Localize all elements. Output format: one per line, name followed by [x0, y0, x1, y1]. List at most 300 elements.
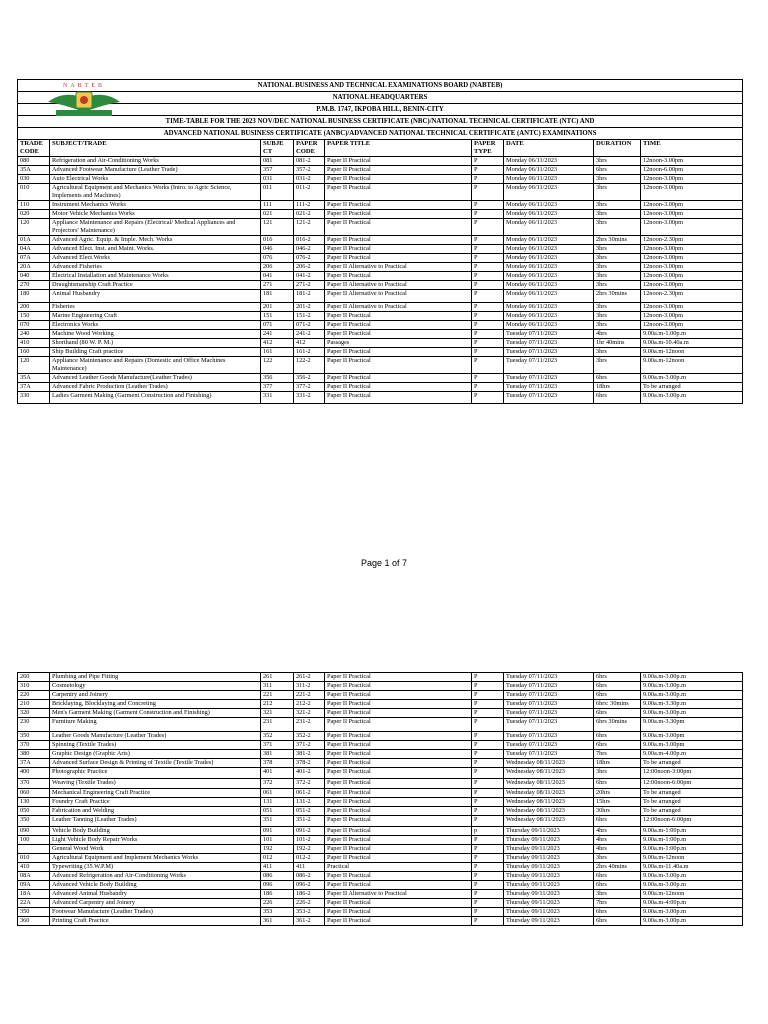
paper-type: P: [472, 816, 504, 827]
exam-time: To be arranged: [641, 798, 743, 807]
paper-code: 226-2: [294, 899, 325, 908]
paper-type: P: [472, 779, 504, 789]
subject-trade: Advanced Footwear Manufacture (Leather Trade): [50, 166, 261, 175]
subject-trade: Machine Wood Working: [50, 330, 261, 339]
exam-time: 9.00a.m-3.00p.m: [641, 682, 743, 691]
subject-trade: Vehicle Body Building: [50, 827, 261, 836]
duration: 3hrs: [594, 348, 641, 357]
paper-code: 021-2: [294, 210, 325, 219]
trade-code: 35A: [18, 166, 50, 175]
subject-trade: General Wood Work: [50, 845, 261, 854]
paper-title: Paper II Practical: [325, 836, 472, 845]
exam-date: Monday 06/11/2023: [504, 312, 594, 321]
trade-code: 030: [18, 175, 50, 184]
trade-code: 210: [18, 700, 50, 709]
paper-title: Paper II Practical: [325, 184, 472, 201]
exam-date: Monday 06/11/2023: [504, 303, 594, 312]
duration: 6hrs: [594, 709, 641, 718]
paper-code: 411: [294, 863, 325, 872]
exam-time: 9.00a.m-3.00p.m: [641, 872, 743, 881]
exam-date: Monday 06/11/2023: [504, 321, 594, 330]
paper-code: 111-2: [294, 201, 325, 210]
subject-code: 071: [261, 321, 294, 330]
table-row: [18, 732, 743, 741]
subject-trade: Motor Vehicle Mechanics Works: [50, 210, 261, 219]
exam-date: Thursday 09/11/2023: [504, 836, 594, 845]
exam-date: Tuesday 07/11/2023: [504, 718, 594, 732]
paper-title: Paper II Practical: [325, 392, 472, 404]
table-row: [18, 312, 743, 321]
exam-time: 12noon-3.00pm: [641, 157, 743, 166]
paper-title: Paper II Practical: [325, 845, 472, 854]
table-row: [18, 836, 743, 845]
subject-code: 206: [261, 263, 294, 272]
paper-code: 412: [294, 339, 325, 348]
paper-code: 231-2: [294, 718, 325, 732]
table-row: [18, 263, 743, 272]
exam-time: 12noon-3.00pm: [641, 245, 743, 254]
paper-title: Paper II Practical: [325, 908, 472, 917]
exam-time: 9.00a.m-3.00p.m: [641, 917, 743, 926]
exam-time: 9.00a.m-3.00p.m: [641, 673, 743, 682]
subject-trade: Weaving (Textile Trades): [50, 779, 261, 789]
exam-time: To be arranged: [641, 807, 743, 816]
table-row: [18, 673, 743, 682]
paper-title: Paper II Practical: [325, 374, 472, 383]
table-row: [18, 303, 743, 312]
exam-time: 9.00a.m-3.30pm: [641, 718, 743, 732]
table-row: [18, 890, 743, 899]
duration: 6hrs: [594, 691, 641, 700]
trade-code: 01A: [18, 236, 50, 245]
subject-code: 181: [261, 290, 294, 303]
exam-date: Thursday 09/11/2023: [504, 845, 594, 854]
subject-code: 381: [261, 750, 294, 759]
subject-code: 226: [261, 899, 294, 908]
trade-code: 410: [18, 339, 50, 348]
subject-code: 122: [261, 357, 294, 374]
table-row: [18, 807, 743, 816]
exam-date: Thursday 09/11/2023: [504, 890, 594, 899]
exam-time: 9.00a.m-10.40a.m: [641, 339, 743, 348]
paper-code: 016-2: [294, 236, 325, 245]
subject-trade: Advanced Agric. Equip. & Imple. Mech. Works: [50, 236, 261, 245]
exam-time: 9.00a.m-3.00pm: [641, 741, 743, 750]
exam-time: To be arranged: [641, 759, 743, 768]
duration: 3hrs: [594, 263, 641, 272]
trade-code: 120: [18, 357, 50, 374]
paper-title: Paper II Alternative to Practical: [325, 263, 472, 272]
paper-title: Paper II Practical: [325, 210, 472, 219]
duration: 3hrs: [594, 157, 641, 166]
exam-date: Monday 06/11/2023: [504, 184, 594, 201]
paper-type: P: [472, 254, 504, 263]
subject-trade: Furniture Making: [50, 718, 261, 732]
paper-title: Paper II Practical: [325, 383, 472, 392]
subject-trade: Foundry Craft Practice: [50, 798, 261, 807]
exam-time: 12noon-3.00pm: [641, 312, 743, 321]
subject-trade: Refrigeration and Air-Conditioning Works: [50, 157, 261, 166]
exam-date: Thursday 09/11/2023: [504, 854, 594, 863]
subject-trade: Advanced Refrigeration and Air-Conditioning Works: [50, 872, 261, 881]
col-time: TIME: [641, 140, 743, 157]
subject-trade: Ladies Garment Making (Garment Construction and Finishing): [50, 392, 261, 404]
exam-date: Tuesday 07/11/2023: [504, 732, 594, 741]
paper-code: 212-2: [294, 700, 325, 709]
subject-code: 012: [261, 854, 294, 863]
duration: 4hrs: [594, 827, 641, 836]
paper-title: Paper II Alternative to Practical: [325, 281, 472, 290]
exam-time: 12noon-3.00pm: [641, 201, 743, 210]
table-row: [18, 789, 743, 798]
paper-title: Paper II Practical: [325, 917, 472, 926]
trade-code: 040: [18, 272, 50, 281]
paper-code: 031-2: [294, 175, 325, 184]
subject-code: 356: [261, 374, 294, 383]
exam-date: Thursday 09/11/2023: [504, 881, 594, 890]
exam-time: 12:00noon-6:00pm: [641, 816, 743, 827]
duration: 6hrs: [594, 392, 641, 404]
exam-time: 12noon-3.00pm: [641, 184, 743, 201]
paper-title: Paper II Practical: [325, 691, 472, 700]
paper-code: 381-2: [294, 750, 325, 759]
subject-trade: Advanced Surface Design & Printing of Textile (Textile Trades): [50, 759, 261, 768]
duration: 3hrs: [594, 184, 641, 201]
exam-date: Tuesday 07/11/2023: [504, 673, 594, 682]
paper-type: P: [472, 709, 504, 718]
table-row: [18, 779, 743, 789]
exam-time: 9.00a.m-3.00p.m: [641, 908, 743, 917]
trade-code: 240: [18, 330, 50, 339]
trade-code: 010: [18, 184, 50, 201]
subject-trade: Appliance Maintenance and Repairs (Domestic and Office Machines Maintenance): [50, 357, 261, 374]
exam-time: 12:00noon-3:00pm: [641, 768, 743, 779]
board-name: NATIONAL BUSINESS AND TECHNICAL EXAMINATIONS BOARD (NABTEB): [18, 80, 743, 92]
paper-type: P: [472, 863, 504, 872]
paper-code: 131-2: [294, 798, 325, 807]
exam-date: Tuesday 07/11/2023: [504, 392, 594, 404]
subject-code: 357: [261, 166, 294, 175]
exam-date: Tuesday 07/11/2023: [504, 682, 594, 691]
exam-date: Monday 06/11/2023: [504, 236, 594, 245]
table-row: [18, 682, 743, 691]
paper-code: 356-2: [294, 374, 325, 383]
paper-type: P: [472, 691, 504, 700]
timetable-rows-page-1: [18, 157, 743, 404]
table-row: [18, 768, 743, 779]
duration: 2hrs 40mins: [594, 863, 641, 872]
paper-code: 352-2: [294, 732, 325, 741]
duration: 6hrs: [594, 908, 641, 917]
paper-type: P: [472, 908, 504, 917]
subject-code: 011: [261, 184, 294, 201]
paper-code: 061-2: [294, 789, 325, 798]
exam-date: Wednesday 08/11/2023: [504, 798, 594, 807]
paper-title: Practical: [325, 863, 472, 872]
subject-trade: Advanced Leather Goods Manufacture(Leather Trades): [50, 374, 261, 383]
paper-type: P: [472, 872, 504, 881]
paper-code: 378-2: [294, 759, 325, 768]
paper-type: P: [472, 383, 504, 392]
paper-title: Paper II Practical: [325, 175, 472, 184]
table-row: [18, 750, 743, 759]
paper-title: Paper II Practical: [325, 789, 472, 798]
duration: 1hr 40mins: [594, 339, 641, 348]
table-row: [18, 854, 743, 863]
exam-date: Thursday 09/11/2023: [504, 908, 594, 917]
trade-code: 04A: [18, 245, 50, 254]
exam-date: Tuesday 07/11/2023: [504, 374, 594, 383]
paper-title: Paper II Alternative to Practical: [325, 290, 472, 303]
paper-type: P: [472, 890, 504, 899]
duration: 6hrs: [594, 166, 641, 175]
exam-date: Thursday 09/11/2023: [504, 827, 594, 836]
duration: 6hrs: [594, 732, 641, 741]
trade-code: 22A: [18, 899, 50, 908]
trade-code: 120: [18, 219, 50, 236]
duration: 18hrs: [594, 759, 641, 768]
trade-code: 070: [18, 321, 50, 330]
exam-time: 12noon-2.30pm: [641, 290, 743, 303]
subject-code: 361: [261, 917, 294, 926]
exam-time: 12noon-3.00pm: [641, 254, 743, 263]
paper-type: P: [472, 339, 504, 348]
exam-date: Tuesday 07/11/2023: [504, 709, 594, 718]
subject-code: 131: [261, 798, 294, 807]
paper-title: Paper II Practical: [325, 718, 472, 732]
paper-title: Paper II Practical: [325, 236, 472, 245]
exam-date: Thursday 09/11/2023: [504, 863, 594, 872]
subject-code: 261: [261, 673, 294, 682]
subject-trade: Footwear Manufacture (Leather Trades): [50, 908, 261, 917]
table-row: [18, 254, 743, 263]
trade-code: 07A: [18, 254, 50, 263]
trade-code: 050: [18, 807, 50, 816]
trade-code: 090: [18, 827, 50, 836]
exam-time: 9.00a.m-3.00p.m: [641, 881, 743, 890]
timetable-title-line-2: ADVANCED NATIONAL BUSINESS CERTIFICATE (ANBC)/ADVANCED NATIONAL TECHNICAL CERTIFICATE (ANTC) EXAMINATIONS: [18, 128, 743, 140]
exam-date: Thursday 09/11/2023: [504, 872, 594, 881]
paper-type: P: [472, 321, 504, 330]
exam-time: To be arranged: [641, 789, 743, 798]
table-row: [18, 917, 743, 926]
exam-time: 9.00a.m-4.00p.m: [641, 750, 743, 759]
subject-trade: Bricklaying, Blocklaying and Concreting: [50, 700, 261, 709]
trade-code: 310: [18, 682, 50, 691]
subject-trade: Shorthand (80 W. P. M.): [50, 339, 261, 348]
duration: 3hrs: [594, 768, 641, 779]
exam-date: Monday 06/11/2023: [504, 290, 594, 303]
logo-text: NABTEB: [63, 83, 105, 89]
paper-code: 192-2: [294, 845, 325, 854]
address: P.M.B. 1747, IKPOBA HILL, BENIN-CITY: [18, 104, 743, 116]
subject-code: 331: [261, 392, 294, 404]
duration: 7hrs: [594, 899, 641, 908]
exam-date: Tuesday 07/11/2023: [504, 330, 594, 339]
exam-time: 9.00a.m-3.00p.m: [641, 374, 743, 383]
trade-code: 380: [18, 750, 50, 759]
duration: 18hrs: [594, 383, 641, 392]
exam-time: 9.00a.m-1:00p.m: [641, 836, 743, 845]
trade-code: 360: [18, 917, 50, 926]
paper-title: Paper II Practical: [325, 166, 472, 175]
table-row: [18, 236, 743, 245]
subject-trade: Draughtsmanship Craft Practice: [50, 281, 261, 290]
paper-title: Paper II Practical: [325, 254, 472, 263]
subject-code: 151: [261, 312, 294, 321]
paper-title: Paper II Practical: [325, 798, 472, 807]
paper-code: 372-2: [294, 779, 325, 789]
paper-type: P: [472, 348, 504, 357]
exam-date: Thursday 09/11/2023: [504, 899, 594, 908]
col-trade-code: TRADE CODE: [18, 140, 50, 157]
trade-code: 18A: [18, 890, 50, 899]
paper-type: P: [472, 166, 504, 175]
exam-date: Tuesday 07/11/2023: [504, 383, 594, 392]
exam-time: 12noon-3.00pm: [641, 210, 743, 219]
paper-code: 151-2: [294, 312, 325, 321]
col-subject: SUBJE CT: [261, 140, 294, 157]
subject-code: 041: [261, 272, 294, 281]
paper-type: P: [472, 732, 504, 741]
paper-code: 041-2: [294, 272, 325, 281]
paper-code: 401-2: [294, 768, 325, 779]
subject-trade: Agricultural Equipment and Implement Mechanics Works: [50, 854, 261, 863]
subject-trade: Light Vehicle Body Repair Works: [50, 836, 261, 845]
subject-code: 201: [261, 303, 294, 312]
exam-time: 12:00noon-6:00pm: [641, 779, 743, 789]
table-row: [18, 700, 743, 709]
table-row: [18, 175, 743, 184]
subject-code: 081: [261, 157, 294, 166]
trade-code: 09A: [18, 881, 50, 890]
table-row: [18, 166, 743, 175]
trade-code: 320: [18, 709, 50, 718]
paper-title: Paper II Practical: [325, 827, 472, 836]
subject-trade: Graphic Design (Graphic Arts): [50, 750, 261, 759]
duration: 3hrs: [594, 303, 641, 312]
duration: 15hrs: [594, 798, 641, 807]
table-row: [18, 184, 743, 201]
subject-code: 046: [261, 245, 294, 254]
paper-code: 206-2: [294, 263, 325, 272]
exam-time: 9.00a.m-4:00p.m: [641, 899, 743, 908]
exam-date: Wednesday 08/11/2023: [504, 759, 594, 768]
nabteb-logo: [44, 80, 124, 122]
exam-time: 9.00a.m-1:00p.m: [641, 845, 743, 854]
trade-code: 37A: [18, 759, 50, 768]
paper-code: 096-2: [294, 881, 325, 890]
timetable-rows-page-2: [18, 673, 743, 926]
duration: 3hrs: [594, 321, 641, 330]
paper-type: P: [472, 807, 504, 816]
paper-code: 261-2: [294, 673, 325, 682]
exam-date: Wednesday 08/11/2023: [504, 768, 594, 779]
duration: 6hrs 30mins: [594, 718, 641, 732]
duration: 6hrs: [594, 682, 641, 691]
paper-title: Paper II Practical: [325, 872, 472, 881]
col-paper-title: PAPER TITLE: [325, 140, 472, 157]
trade-code: 110: [18, 201, 50, 210]
trade-code: 350: [18, 816, 50, 827]
table-row: [18, 281, 743, 290]
paper-type: P: [472, 312, 504, 321]
duration: 7hrs: [594, 750, 641, 759]
trade-code: 37A: [18, 383, 50, 392]
paper-type: P: [472, 881, 504, 890]
duration: 6hrs: [594, 673, 641, 682]
paper-type: P: [472, 845, 504, 854]
paper-type: P: [472, 303, 504, 312]
subject-code: 101: [261, 836, 294, 845]
paper-code: 221-2: [294, 691, 325, 700]
paper-type: P: [472, 798, 504, 807]
col-subject-trade: SUBJECT/TRADE: [50, 140, 261, 157]
subject-trade: Advanced Fisheries: [50, 263, 261, 272]
paper-type: P: [472, 175, 504, 184]
subject-trade: Appliance Maintenance and Repairs (Electrical/ Medical Appliances and Projectors' Maintenance): [50, 219, 261, 236]
paper-title: Paper II Practical: [325, 899, 472, 908]
subject-code: 351: [261, 816, 294, 827]
duration: 3hrs: [594, 281, 641, 290]
table-row: [18, 872, 743, 881]
paper-code: 011-2: [294, 184, 325, 201]
exam-date: Monday 06/11/2023: [504, 157, 594, 166]
trade-code: 160: [18, 348, 50, 357]
exam-date: Monday 06/11/2023: [504, 263, 594, 272]
paper-title: Paper II Practical: [325, 807, 472, 816]
subject-trade: Advanced Fabric Production (Leather Trades): [50, 383, 261, 392]
table-row: [18, 357, 743, 374]
paper-type: P: [472, 768, 504, 779]
trade-code: 350: [18, 732, 50, 741]
paper-title: Paper II Practical: [325, 312, 472, 321]
trade-code: 260: [18, 673, 50, 682]
trade-code: 35A: [18, 374, 50, 383]
exam-date: Wednesday 08/11/2023: [504, 779, 594, 789]
paper-code: 122-2: [294, 357, 325, 374]
subject-trade: Plumbing and Pipe Fitting: [50, 673, 261, 682]
page-number: Page 1 of 7: [360, 558, 408, 568]
trade-code: 220: [18, 691, 50, 700]
paper-code: 271-2: [294, 281, 325, 290]
exam-time: 9.00a.m-11.40a.m: [641, 863, 743, 872]
paper-type: P: [472, 272, 504, 281]
paper-title: Paper II Practical: [325, 682, 472, 691]
duration: 20hrs: [594, 789, 641, 798]
exam-time: To be arranged: [641, 383, 743, 392]
paper-title: Passages: [325, 339, 472, 348]
table-row: [18, 330, 743, 339]
trade-code: 200: [18, 303, 50, 312]
table-row: [18, 245, 743, 254]
subject-trade: Spinning (Textile Trades): [50, 741, 261, 750]
subject-code: 031: [261, 175, 294, 184]
subject-code: 086: [261, 872, 294, 881]
exam-time: 9.00a.m-3.00p.m: [641, 392, 743, 404]
paper-title: Paper II Practical: [325, 348, 472, 357]
paper-title: Paper II Practical: [325, 673, 472, 682]
duration: 6hrs: [594, 872, 641, 881]
duration: 3hrs: [594, 201, 641, 210]
subject-code: 076: [261, 254, 294, 263]
timetable-page-2: [17, 672, 743, 926]
duration: 4hrs: [594, 845, 641, 854]
table-row: [18, 374, 743, 383]
subject-code: 412: [261, 339, 294, 348]
paper-code: 371-2: [294, 741, 325, 750]
subject-code: 016: [261, 236, 294, 245]
